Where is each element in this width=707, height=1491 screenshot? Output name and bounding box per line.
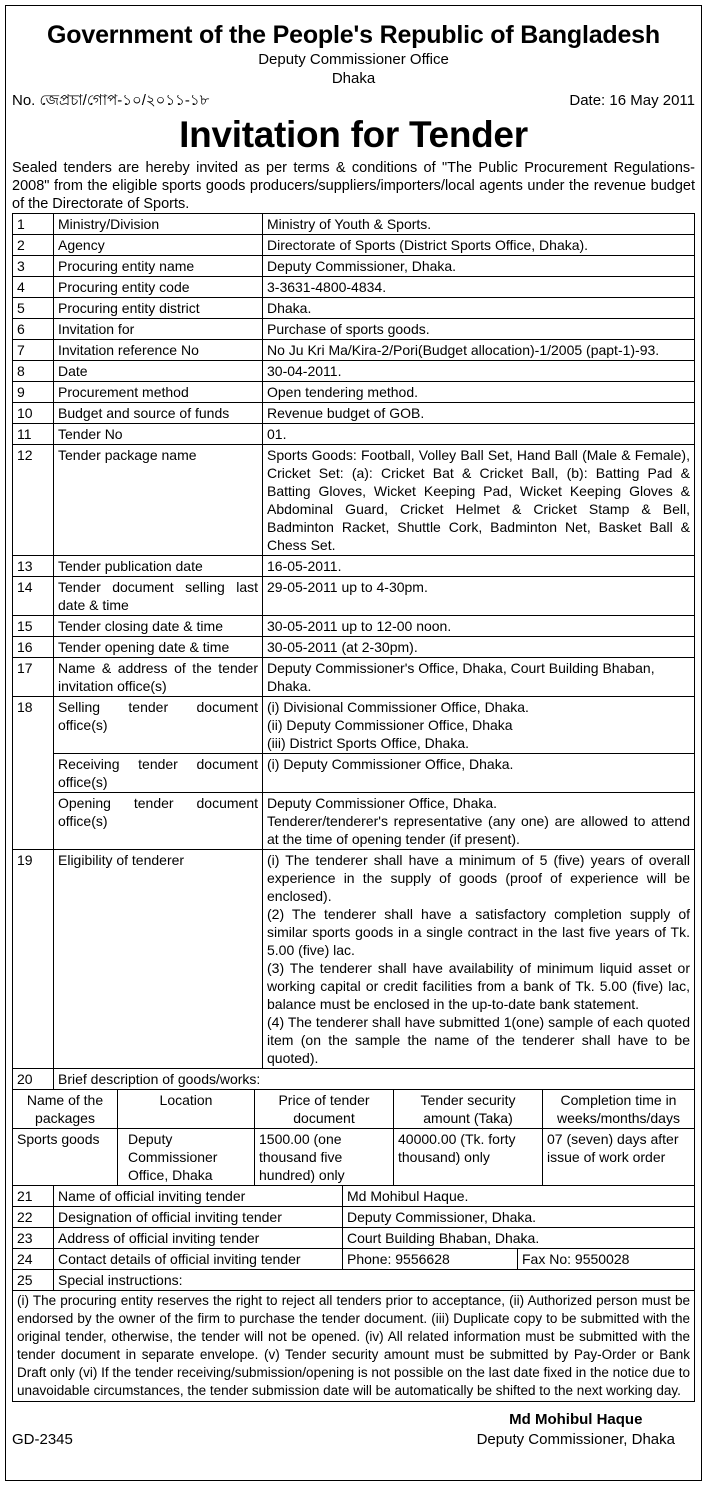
tender-details-table (12, 213, 695, 1090)
table-row (13, 556, 695, 577)
row-value: 16-05-2011. (263, 556, 695, 577)
row-value: 29-05-2011 up to 4-30pm. (263, 577, 695, 616)
row-label: Procuring entity name (54, 256, 263, 277)
row-value: Court Building Bhaban, Dhaka. (343, 1228, 695, 1249)
row-value: (i) Deputy Commissioner Office, Dhaka. (263, 754, 695, 793)
row-label: Invitation reference No (54, 340, 263, 361)
table-row (13, 1270, 695, 1291)
table-row (13, 1186, 695, 1207)
goods-header: Completion time in weeks/months/days (543, 1090, 695, 1129)
row-label: Invitation for (54, 319, 263, 340)
table-row (13, 424, 695, 445)
tender-rows (13, 214, 695, 697)
signer-name: Md Mohibul Haque (509, 1411, 643, 1428)
eligibility-item-4: (4) The tenderer shall have submitted 1(one) sample of each quoted item (on the sample the name of the tenderer shall have to be quoted). (267, 1014, 690, 1066)
table-row (13, 235, 695, 256)
table-row (13, 445, 695, 556)
contact-phone: Phone: 9556628 (343, 1249, 518, 1270)
row-label: Special instructions: (54, 1270, 695, 1291)
row-label: Tender document selling last date & time (54, 577, 263, 616)
table-row (13, 319, 695, 340)
official-table (12, 1186, 695, 1291)
goods-header: Location (118, 1090, 255, 1129)
row-number: 23 (13, 1228, 54, 1249)
table-row (13, 637, 695, 658)
goods-header: Tender security amount (Taka) (394, 1090, 543, 1129)
row-label: Designation of official inviting tender (54, 1207, 343, 1228)
table-row (13, 1207, 695, 1228)
goods-table (12, 1090, 695, 1186)
contact-fax: Fax No: 9550028 (518, 1249, 695, 1270)
selling-office-1: (i) Divisional Commissioner Office, Dhaka. (267, 699, 529, 715)
row-value: Open tendering method. (263, 382, 695, 403)
row-label: Tender No (54, 424, 263, 445)
row-value: 01. (263, 424, 695, 445)
signer (477, 1410, 675, 1450)
table-row (13, 616, 695, 637)
table-row (13, 361, 695, 382)
row-number: 25 (13, 1270, 54, 1291)
selling-office-3: (iii) District Sports Office, Dhaka. (267, 735, 470, 751)
row-value: Sports Goods: Football, Volley Ball Set, Hand Ball (Male & Female), Cricket Set: (a): Cricket Bat & Cricket Ball, (b): Batting Pad & Batting Gloves, Wicket Keeping Pad, Wicket Keeping Gloves & Abdominal Guard, Cricket Helmet & Cricket Stamp & Bell, Badminton Racket, Shuttle Cork, Badminton Net, Basket Ball & Chess Set. (263, 445, 695, 556)
row-number: 9 (13, 382, 54, 403)
intro-paragraph: Sealed tenders are hereby invited as per terms & conditions of "The Public Procurement Regulations-2008" from the eligible sports goods producers/suppliers/importers/local agents under the revenue budget of the Directorate of Sports. (12, 160, 695, 212)
row-label: Address of official inviting tender (54, 1228, 343, 1249)
row-number: 6 (13, 319, 54, 340)
row-value (263, 697, 695, 754)
tender-notice (5, 5, 702, 1481)
row-value (263, 793, 695, 850)
row-label: Tender closing date & time (54, 616, 263, 637)
row-number: 13 (13, 556, 54, 577)
row-value: Directorate of Sports (District Sports Office, Dhaka). (263, 235, 695, 256)
row-value: Deputy Commissioner, Dhaka. (263, 256, 695, 277)
eligibility-item-3: (3) The tenderer shall have availability of minimum liquid asset or working capital or credit facilities from a bank of Tk. 5.00 (five) lac, balance must be enclosed in the up-to-date bank statement. (267, 960, 690, 1012)
row-number: 15 (13, 616, 54, 637)
goods-cell: Deputy Commissioner Office, Dhaka (118, 1129, 255, 1186)
row-19-group (13, 850, 695, 1090)
row-label: Name of official inviting tender (54, 1186, 343, 1207)
table-row (13, 793, 695, 850)
row-number: 16 (13, 637, 54, 658)
table-row (13, 298, 695, 319)
goods-cell: 1500.00 (one thousand five hundred) only (255, 1129, 394, 1186)
row-label: Selling tender document office(s) (54, 697, 263, 754)
table-row (13, 658, 695, 697)
row-label: Contact details of official inviting tender (54, 1249, 343, 1270)
table-row (13, 1228, 695, 1249)
row-value: 30-05-2011 up to 12-00 noon. (263, 616, 695, 637)
row-number: 3 (13, 256, 54, 277)
row-value: Dhaka. (263, 298, 695, 319)
row-number: 22 (13, 1207, 54, 1228)
row-label: Date (54, 361, 263, 382)
table-row (13, 382, 695, 403)
opening-note: Tenderer/tenderer's representative (any one) are allowed to attend at the time of opening tender (if present). (267, 813, 690, 847)
row-number: 17 (13, 658, 54, 697)
reference-line (12, 91, 695, 110)
row-number: 24 (13, 1249, 54, 1270)
row-label: Tender package name (54, 445, 263, 556)
reference-number: No. জেপ্রচা/গোপ-১০/২০১১-১৮ (12, 92, 210, 109)
row-number: 7 (13, 340, 54, 361)
office-name: Deputy Commissioner Office (258, 51, 449, 68)
row-label: Brief description of goods/works: (54, 1069, 695, 1090)
row-18-group (13, 697, 695, 850)
table-row (13, 340, 695, 361)
row-number: 12 (13, 445, 54, 556)
row-number: 4 (13, 277, 54, 298)
row-label: Tender opening date & time (54, 637, 263, 658)
goods-cell: 07 (seven) days after issue of work order (543, 1129, 695, 1186)
row-value: 30-04-2011. (263, 361, 695, 382)
row-value: Deputy Commissioner's Office, Dhaka, Court Building Bhaban, Dhaka. (263, 658, 695, 697)
row-number: 14 (13, 577, 54, 616)
row-number: 20 (13, 1069, 54, 1090)
row-value: 3-3631-4800-4834. (263, 277, 695, 298)
table-row (13, 403, 695, 424)
goods-row (13, 1129, 695, 1186)
goods-cell: 40000.00 (Tk. forty thousand) only (394, 1129, 543, 1186)
row-number: 21 (13, 1186, 54, 1207)
row-label: Name & address of the tender invitation office(s) (54, 658, 263, 697)
row-label: Ministry/Division (54, 214, 263, 235)
row-number: 11 (13, 424, 54, 445)
page-title: Invitation for Tender (179, 114, 528, 155)
row-label: Agency (54, 235, 263, 256)
row-label: Procuring entity code (54, 277, 263, 298)
table-row (13, 277, 695, 298)
table-row (13, 1249, 695, 1270)
table-row (13, 1069, 695, 1090)
opening-office: Deputy Commissioner Office, Dhaka. (267, 795, 498, 811)
goods-header: Name of the packages (13, 1090, 118, 1129)
row-label: Procuring entity district (54, 298, 263, 319)
table-row (13, 850, 695, 1069)
table-row (13, 577, 695, 616)
office-city: Dhaka (331, 70, 376, 87)
notice-date: Date: 16 May 2011 (569, 92, 695, 109)
row-label: Eligibility of tenderer (54, 850, 263, 1069)
goods-cell: Sports goods (13, 1129, 118, 1186)
row-value: Deputy Commissioner, Dhaka. (343, 1207, 695, 1228)
row-number: 19 (13, 850, 54, 1069)
special-instructions: (i) The procuring entity reserves the right to reject all tenders prior to acceptance, (ii) Authorized person must be endorsed by the owner of the firm to purchase the tender document. (iii) Duplicate copy to be submitted with the original tender, otherwise, the tender will not be opened. (iv) All related information must be submitted with the tender document in separate envelope. (v) Tender security amount must be submitted by Pay-Order or Bank Draft only (vi) If the tender receiving/submission/opening is not possible on the last date fixed in the notice due to unavoidable circumstances, the tender submission date will be automatically be shifted to the next working day. (12, 1291, 695, 1402)
row-value: Ministry of Youth & Sports. (263, 214, 695, 235)
goods-header-row (13, 1090, 695, 1129)
eligibility-item-2: (2) The tenderer shall have a satisfactory completion supply of similar sports goods in a single contract in the last five years of Tk. 5.00 (five) lac. (267, 906, 690, 958)
row-value (263, 850, 695, 1069)
selling-office-2: (ii) Deputy Commissioner Office, Dhaka (267, 717, 513, 733)
gd-code: GD-2345 (12, 1431, 73, 1448)
row-label: Procurement method (54, 382, 263, 403)
table-row (13, 754, 695, 793)
signature-block (12, 1410, 695, 1450)
table-row (13, 697, 695, 754)
row-value: Md Mohibul Haque. (343, 1186, 695, 1207)
row-label: Receiving tender document office(s) (54, 754, 263, 793)
row-value: No Ju Kri Ma/Kira-2/Pori(Budget allocation)-1/2005 (papt-1)-93. (263, 340, 695, 361)
row-number: 2 (13, 235, 54, 256)
row-number: 18 (13, 697, 54, 850)
signer-title: Deputy Commissioner, Dhaka (476, 1431, 675, 1448)
row-label: Budget and source of funds (54, 403, 263, 424)
row-number: 8 (13, 361, 54, 382)
eligibility-item-1: (i) The tenderer shall have a minimum of 5 (five) years of overall experience in the supply of goods (proof of experience will be enclosed). (267, 852, 690, 904)
goods-header: Price of tender document (255, 1090, 394, 1129)
government-heading: Government of the People's Republic of Bangladesh (47, 21, 660, 49)
row-label: Opening tender document office(s) (54, 793, 263, 850)
row-number: 10 (13, 403, 54, 424)
table-row (13, 214, 695, 235)
row-number: 1 (13, 214, 54, 235)
row-value: Revenue budget of GOB. (263, 403, 695, 424)
row-label: Tender publication date (54, 556, 263, 577)
row-value: 30-05-2011 (at 2-30pm). (263, 637, 695, 658)
row-value: Purchase of sports goods. (263, 319, 695, 340)
row-number: 5 (13, 298, 54, 319)
table-row (13, 256, 695, 277)
